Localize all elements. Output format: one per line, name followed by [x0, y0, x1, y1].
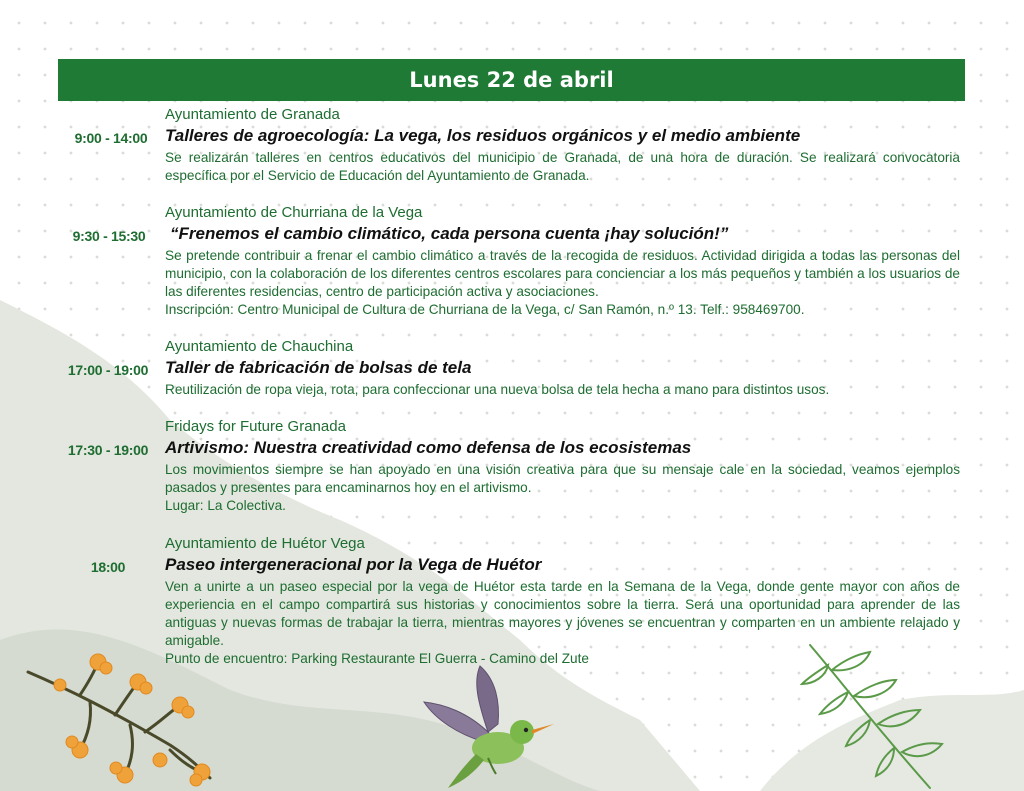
event-title: “Frenemos el cambio climático, cada persona cuenta ¡hay solución!”: [170, 224, 729, 243]
event-organizer: Ayuntamiento de Churriana de la Vega: [165, 204, 423, 221]
event-title: Artivismo: Nuestra creatividad como defensa de los ecosistemas: [165, 438, 692, 457]
event-organizer: Ayuntamiento de Granada: [165, 106, 340, 123]
green-leaf-branch-icon: [800, 640, 960, 791]
event-time: 17:30 - 19:00: [67, 442, 149, 458]
day-title: Lunes 22 de abril: [409, 68, 614, 92]
event-extra: Punto de encuentro: Parking Restaurante El Guerra - Camino del Zute: [165, 651, 589, 666]
event-description: Ven a unirte a un paseo especial por la vega de Huétor esta tarde en la Semana de la Vega, donde gente mayor con años de experiencia en el campo compartirá sus historias y conocimientos sobre la tierra. Será una oportunidad para aprender de las antiguas y nuevas formas de trabajar la tierra, mientras mayores y jóvenes se encuentran y comparten en un ambiente relajado y amigable. Punto de encuentro: Parking Restaurante El Guerra - Camino del Zute: [165, 579, 960, 666]
event-title: Talleres de agroecología: La vega, los residuos orgánicos y el medio ambiente: [165, 126, 801, 145]
event-organizer: Ayuntamiento de Chauchina: [165, 338, 354, 355]
event-description: Se realizarán talleres en centros educativos del municipio de Granada, de una hora de duración. Se realizará convocatoria específica por el Servicio de Educación del Ayuntamiento de Granada.: [165, 150, 960, 183]
event-time: 9:00 - 14:00: [74, 130, 148, 146]
event-extra: Inscripción: Centro Municipal de Cultura de Churriana de la Vega, c/ San Ramón, n.º 13. Telf.: 958469700.: [165, 302, 805, 317]
event-organizer: Ayuntamiento de Huétor Vega: [165, 535, 365, 552]
event-time: 18:00: [90, 559, 126, 575]
event-organizer: Fridays for Future Granada: [165, 418, 346, 435]
event-description: Reutilización de ropa vieja, rota, para confeccionar una nueva bolsa de tela hecha a mano para distintos usos.: [165, 382, 830, 397]
event-time: 9:30 - 15:30: [72, 228, 146, 244]
hummingbird-icon: [418, 662, 558, 791]
event-description: Los movimientos siempre se han apoyado en una visión creativa para que su mensaje cale en la sociedad, veamos ejemplos pasados y presentes para encaminarnos hoy en el artivismo. Lugar: La Colectiva.: [165, 462, 960, 513]
event-description: Se pretende contribuir a frenar el cambio climático a través de la recogida de residuos. Actividad dirigida a todas las personas del municipio, con la colaboración de los diferentes centros escolares para concienciar a los más pequeños y también a los usuarios de las diferentes residencias, centro de participación activa y asociaciones. Inscripción: Centro Municipal de Cultura de Churriana de la Vega, c/ San Ramón, n.º 13. Telf.: 958469700.: [165, 248, 960, 317]
day-header: [58, 59, 965, 101]
event-extra: Lugar: La Colectiva.: [165, 498, 286, 513]
event-time: 17:00 - 19:00: [67, 362, 149, 378]
orange-flower-branch-icon: [20, 650, 220, 791]
event-title: Paseo intergeneracional por la Vega de Huétor: [165, 555, 542, 574]
event-title: Taller de fabricación de bolsas de tela: [165, 358, 472, 377]
